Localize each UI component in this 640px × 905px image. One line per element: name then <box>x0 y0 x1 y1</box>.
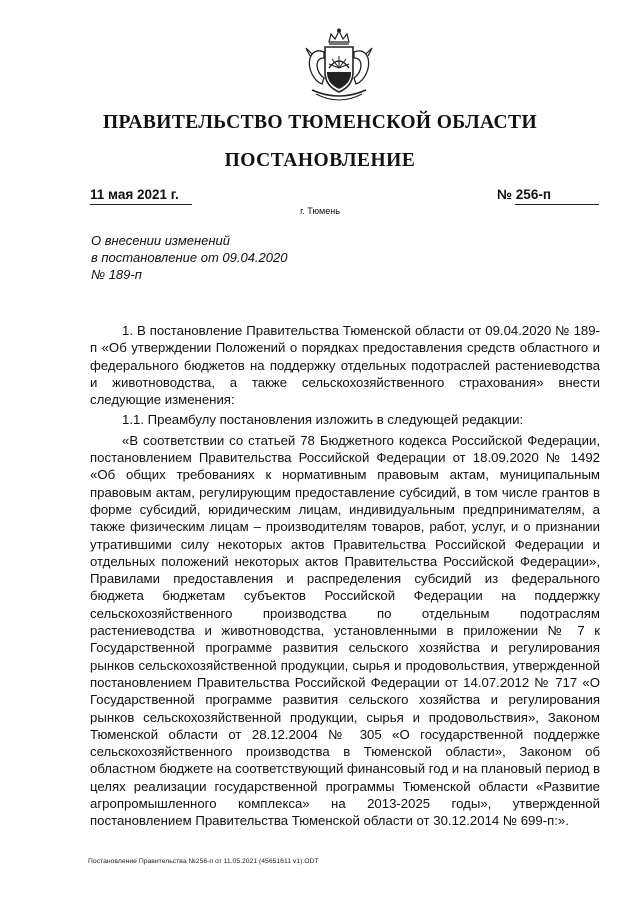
subject-line: О внесении изменений <box>91 233 230 248</box>
coat-of-arms-icon <box>298 28 380 110</box>
government-title: ПРАВИТЕЛЬСТВО ТЮМЕНСКОЙ ОБЛАСТИ <box>102 112 538 133</box>
document-body <box>90 322 600 830</box>
body-paragraph: 1.1. Преамбулу постановления изложить в следующей редакции: <box>122 412 524 428</box>
document-subject <box>91 232 287 283</box>
body-paragraph: 1. В постановление Правительства Тюменской области от 09.04.2020 № 189-п «Об утверждении Положений о порядках предоставления средств областного и федерального бюджетов на поддержку отдельных подотраслей растениеводства и животноводства, а также сельскохозяйственного страхования» внести следующие изменения: <box>90 323 600 408</box>
subject-line: № 189-п <box>91 267 142 282</box>
subject-line: в постановление от 09.04.2020 <box>91 250 288 265</box>
body-paragraph: «В соответствии со статьей 78 Бюджетного кодекса Российской Федерации, постановлением Правительства Российской Федерации от 18.09.2020 № 1492 «Об общих требованиях к нормативным правовым актам, муниципальным правовым актам, регулирующим предоставление субсидий, в том числе грантов в форме субсидий, юридическим лицам, индивидуальным предпринимателям, а также физическим лицам – производителям товаров, работ, услуг, и о признании утратившими силу некоторых актов Правительства Российской Федерации и отдельных положений некоторых актов Правительства Российской Федерации», Правилами предоставления и распределения субсидий из федерального бюджета бюджетам субъектов Российской Федерации на поддержку сельскохозяйственного производства по отдельным подотраслям растениеводства и животноводства, установленными в приложении № 7 к Государственной программе развития сельского хозяйства и регулирования рынков сельскохозяйственной продукции, сырья и продовольствия, утвержденной постановлением Правительства Российской Федерации от 14.07.2012 № 717 «О Государственной программе развития сельского хозяйства и регулирования рынков сельскохозяйственной продукции, сырья и продовольствия», Законом Тюменской области от 28.12.2004 № 305 «О государственной поддержке сельскохозяйственного производства в Тюменской области», Законом об областном бюджете на соответствующий финансовый год и на плановый период в целях реализации государственной программы Тюменской области «Развитие агропромышленного комплекса» на 2013-2025 годы», утвержденной постановлением Правительства Тюменской области от 30.12.2014 № 699-п:». <box>90 432 600 829</box>
document-city: г. Тюмень <box>300 206 340 216</box>
number-underline <box>515 204 599 205</box>
document-type-title: ПОСТАНОВЛЕНИЕ <box>224 150 416 171</box>
document-date: 11 мая 2021 г. <box>90 187 179 202</box>
document-number: № 256-п <box>497 187 551 202</box>
date-underline <box>90 204 192 205</box>
document-footer: Постановление Правительства №256-п от 11.05.2021 (45651611 v1).ODT <box>88 858 319 865</box>
